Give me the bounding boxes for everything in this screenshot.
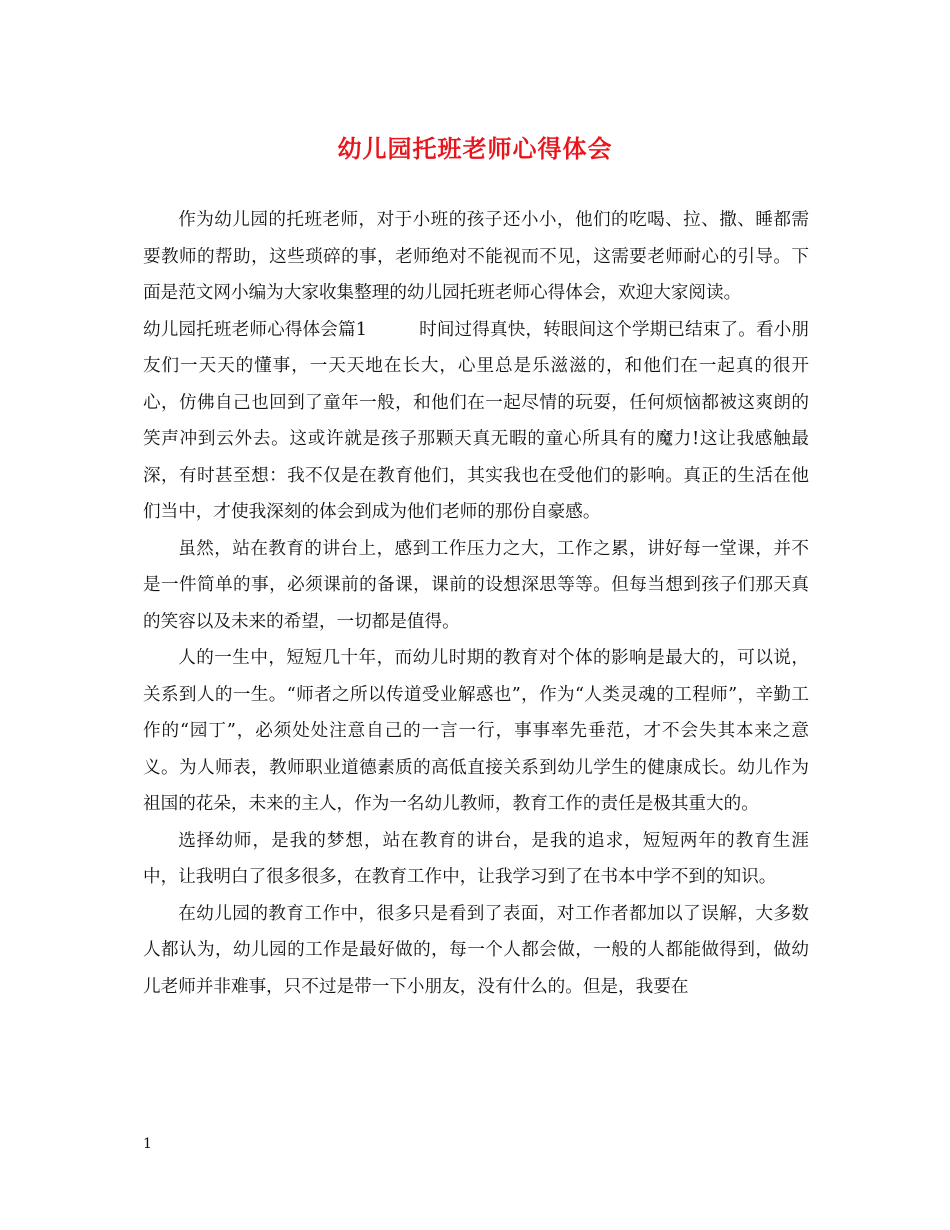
document-body bbox=[143, 202, 809, 1005]
body-paragraph-1: 虽然，站在教育的讲台上，感到工作压力之大，工作之累，讲好每一堂课，并不是一件简单的事，必须课前的备课，课前的设想深思等等。但每当想到孩子们那天真的笑容以及未来的希望，一切都是值得。 bbox=[143, 538, 809, 632]
section-first-paragraph: 时间过得真快，转眼间这个学期已结束了。看小朋友们一天天的懂事，一天天地在长大，心里总是乐滋滋的，和他们在一起真的很开心，仿佛自己也回到了童年一般，和他们在一起尽情的玩耍，任何烦恼都被这爽朗的笑声冲到云外去。这或许就是孩子那颗天真无暇的童心所具有的魔力!这让我感触最深，有时甚至想：我不仅是在教育他们，其实我也在受他们的影响。真正的生活在他们当中，才使我深刻的体会到成为他们老师的那份自豪感。 bbox=[143, 319, 809, 522]
body-paragraph-2: 人的一生中，短短几十年，而幼儿时期的教育对个体的影响是最大的，可以说，关系到人的一生。“师者之所以传道受业解惑也”，作为“人类灵魂的工程师”，辛勤工作的“园丁”，必须处处注意自己的一言一行，事事率先垂范，才不会失其本来之意义。为人师表，教师职业道德素质的高低直接关系到幼儿学生的健康成长。幼儿作为祖国的花朵，未来的主人，作为一名幼儿教师，教育工作的责任是极其重大的。 bbox=[143, 648, 809, 814]
page-number: 1 bbox=[143, 1136, 152, 1152]
body-paragraph-4: 在幼儿园的教育工作中，很多只是看到了表面，对工作者都加以了误解，大多数人都认为，幼儿园的工作是最好做的，每一个人都会做，一般的人都能做得到，做幼儿老师并非难事，只不过是带一下小朋友，没有什么的。但是，我要在 bbox=[143, 903, 809, 997]
section-paragraph bbox=[143, 312, 809, 531]
document-title: 幼儿园托班老师心得体会 bbox=[337, 134, 613, 163]
body-paragraph-3: 选择幼师，是我的梦想，站在教育的讲台，是我的追求，短短两年的教育生涯中，让我明白了很多很多，在教育工作中，让我学习到了在书本中学不到的知识。 bbox=[143, 830, 809, 887]
intro-paragraph: 作为幼儿园的托班老师，对于小班的孩子还小小，他们的吃喝、拉、撒、睡都需要教师的帮助，这些琐碎的事，老师绝对不能视而不见，这需要老师耐心的引导。下面是范文网小编为大家收集整理的幼儿园托班老师心得体会，欢迎大家阅读。 bbox=[143, 210, 809, 303]
section-heading: 幼儿园托班老师心得体会篇1 bbox=[143, 319, 367, 340]
